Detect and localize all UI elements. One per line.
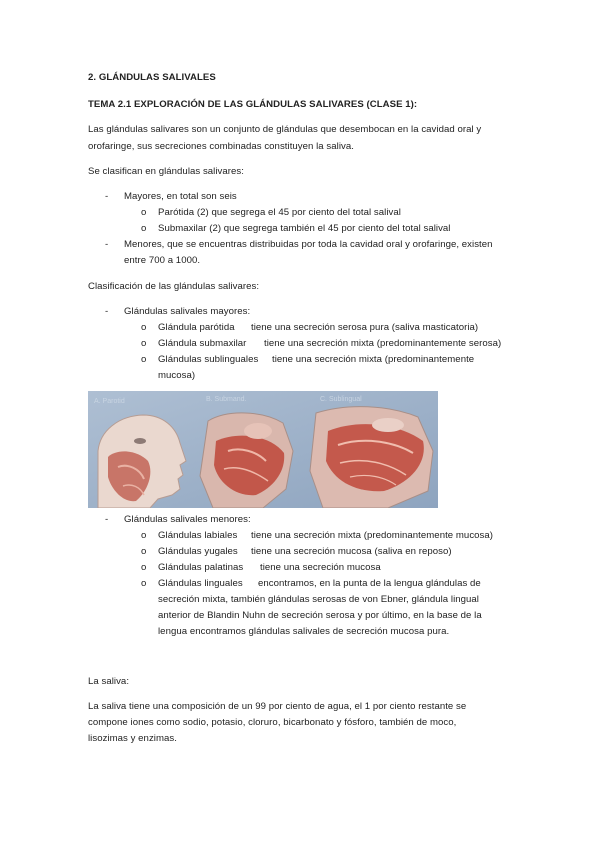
bullet-circle: o [141,322,147,333]
bullet-dash: - [105,306,109,317]
gland-name: Glándula parótida [158,322,235,333]
bullet-dash: - [105,514,109,525]
panel-submandibular [200,413,293,508]
gland-desc-cont: secreción mixta, también glándulas serosas de von Ebner, glándula lingual [158,594,479,605]
gland-desc: tiene una secreción mucosa (saliva en reposo) [251,546,452,557]
bullet-circle: o [141,562,147,573]
gland-desc: encontramos, en la punta de la lengua glándulas de [258,578,481,589]
gland-name: Glándulas linguales [158,578,243,589]
mayores-title: Glándulas salivales mayores: [124,306,251,317]
figure-label-c: C. Sublingual [320,396,362,403]
intro-line-1: Las glándulas salivares son un conjunto de glándulas que desembocan en la cavidad oral y [88,124,482,135]
bullet-circle: o [141,546,147,557]
bullet-circle: o [141,338,147,349]
saliva-line-3: lisozimas y enzimas. [88,733,177,744]
gland-name: Glándulas yugales [158,546,238,557]
salivary-glands-figure [88,391,438,508]
bullet-circle: o [141,223,147,234]
gland-desc: tiene una secreción serosa pura (saliva masticatoria) [251,322,479,333]
intro-line-2: orofaringe, sus secreciones combinadas constituyen la saliva. [88,141,354,152]
saliva-line-1: La saliva tiene una composición de un 99 por ciento de agua, el 1 por ciento restante se [88,701,467,712]
figure-label-a: A. Parotid [94,398,125,405]
saliva-line-2: compone iones como sodio, potasio, cloruro, bicarbonato y fósforo, también de moco, [88,717,457,728]
classify-line: Se clasifican en glándulas salivares: [88,166,244,177]
bullet-circle: o [141,207,147,218]
classification-line: Clasificación de las glándulas salivares: [88,281,260,292]
bullet-circle: o [141,578,147,589]
gland-desc: tiene una secreción mucosa [260,562,381,573]
gland-desc: tiene una secreción mixta (predominantemente mucosa) [251,530,494,541]
anatomy-illustration [88,391,438,508]
gland-name: Glándulas sublinguales [158,354,259,365]
gland-name: Glándulas palatinas [158,562,244,573]
section-heading: 2. GLÁNDULAS SALIVALES [88,72,216,83]
gland-desc-cont: mucosa) [158,370,196,381]
topic-heading: TEMA 2.1 EXPLORACIÓN DE LAS GLÁNDULAS SALIVARES (CLASE 1): [88,99,418,110]
gland-desc: tiene una secreción mixta (predominantemente [272,354,475,365]
gland-desc: tiene una secreción mixta (predominantemente serosa) [264,338,502,349]
list-item-mayores: Mayores, en total son seis [124,191,237,202]
bullet-dash: - [105,239,109,250]
panel-parotid [98,415,186,508]
figure-label-b: B. Submand. [206,396,247,403]
gland-desc-cont: anterior de Blandin Nuhn de secreción serosa y por último, en la base de la [158,610,482,621]
list-subitem: Parótida (2) que segrega el 45 por ciento del total salival [158,207,401,218]
panel-sublingual [310,407,433,508]
list-item-menores-cont: entre 700 a 1000. [124,255,201,266]
gland-name: Glándula submaxilar [158,338,247,349]
bullet-circle: o [141,354,147,365]
list-item-menores: Menores, que se encuentras distribuidas por toda la cavidad oral y orofaringe, existen [124,239,493,250]
gland-name: Glándulas labiales [158,530,238,541]
saliva-title: La saliva: [88,676,130,687]
bullet-dash: - [105,191,109,202]
menores-title: Glándulas salivales menores: [124,514,251,525]
gland-desc-cont: lengua encontramos glándulas salivales de secreción mucosa pura. [158,626,450,637]
bullet-circle: o [141,530,147,541]
list-subitem: Submaxilar (2) que segrega también el 45 por ciento del total salival [158,223,451,234]
